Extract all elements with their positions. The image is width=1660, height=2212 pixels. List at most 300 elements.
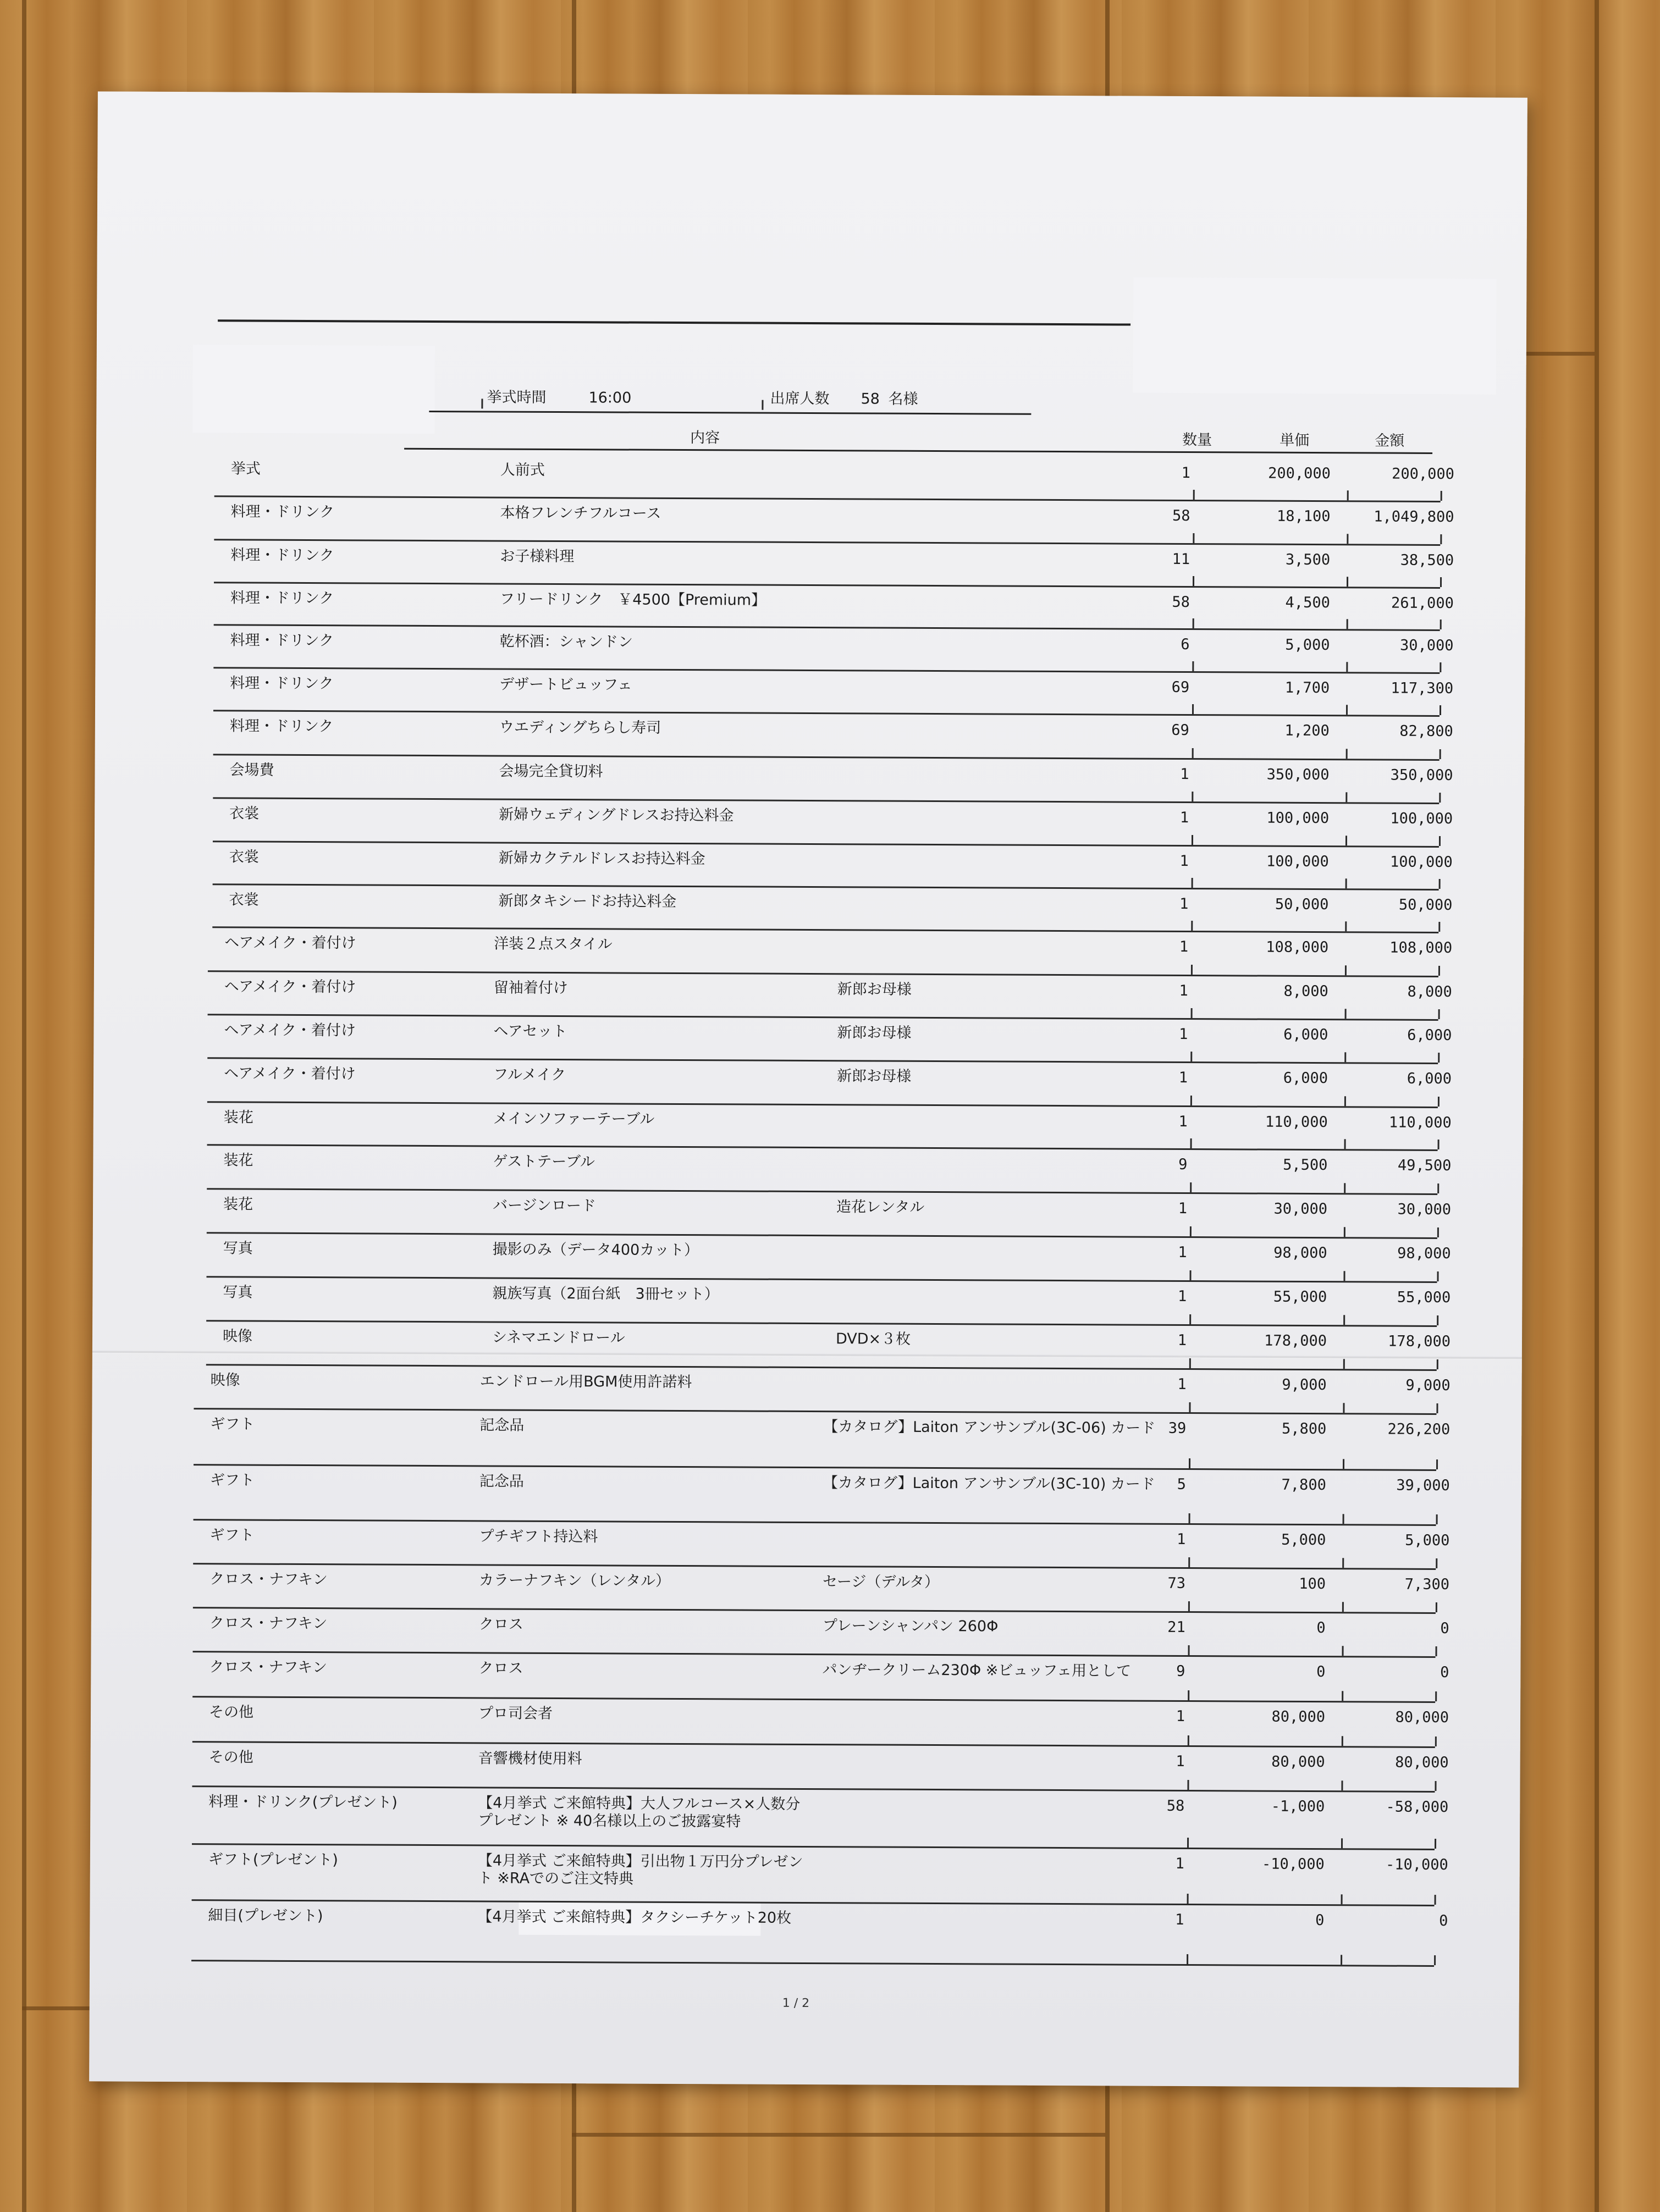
row-item: フリードリンク ￥4500【Premium】: [499, 590, 766, 609]
row-quantity: 58: [1166, 1797, 1185, 1815]
row-item: カラーナフキン（レンタル）: [479, 1572, 671, 1590]
row-amount: 0: [1440, 1620, 1449, 1638]
row-note: 新郎お母様: [837, 1024, 912, 1042]
row-unit-price: 80,000: [1271, 1708, 1326, 1726]
row-category: その他: [208, 1749, 253, 1766]
row-column-tick: [1342, 1558, 1344, 1568]
row-column-tick: [1343, 1459, 1344, 1469]
row-item: 人前式: [500, 461, 545, 479]
row-unit-price: 8,000: [1283, 982, 1328, 1000]
row-column-tick: [1189, 1270, 1191, 1280]
row-category: 料理・ドリンク: [230, 674, 334, 693]
row-column-tick: [1438, 1140, 1440, 1149]
table-row: [91, 1608, 1521, 1658]
row-item: 親族写真（2面台紙 3冊セット）: [492, 1285, 719, 1303]
row-quantity: 58: [1172, 507, 1190, 525]
row-item: 【4月挙式 ご来館特典】タクシーチケット20枚: [477, 1908, 792, 1927]
table-row: [91, 1652, 1520, 1704]
row-quantity: 1: [1179, 895, 1189, 913]
row-quantity: 1: [1179, 1025, 1188, 1043]
row-category: 映像: [210, 1372, 240, 1389]
col-header-unit-price: 単価: [1280, 432, 1310, 449]
table-row: [93, 1103, 1523, 1152]
row-column-tick: [1342, 1691, 1343, 1701]
table-row: [93, 1146, 1523, 1196]
row-column-tick: [1187, 1954, 1188, 1964]
row-category: ギフト: [209, 1472, 255, 1489]
row-quantity: 1: [1177, 1331, 1187, 1350]
ceremony-time-label: 挙式時間: [487, 389, 547, 406]
row-column-tick: [1190, 1096, 1192, 1105]
row-quantity: 1: [1179, 938, 1189, 956]
row-column-tick: [1189, 1513, 1190, 1523]
row-column-tick: [1190, 1226, 1192, 1236]
table-row: [90, 1901, 1519, 1967]
table-row: [92, 1365, 1521, 1415]
row-item: 【4月挙式 ご来館特典】大人フルコース×人数分プレゼント ※ 40名様以上のご披露宴特: [478, 1794, 801, 1831]
row-column-tick: [1438, 922, 1440, 932]
row-note: 【カタログ】Laiton アンサンブル(3C-10) カード: [823, 1474, 1155, 1493]
row-amount: 6,000: [1407, 1026, 1452, 1044]
row-item: ヘアセット: [493, 1022, 567, 1041]
row-amount: 82,800: [1399, 722, 1453, 740]
table-row: [95, 842, 1524, 891]
table-row: [94, 972, 1524, 1021]
row-amount: 261,000: [1391, 594, 1454, 612]
row-unit-price: 100: [1299, 1575, 1326, 1593]
row-quantity: 39: [1168, 1419, 1187, 1437]
header-rule: [218, 319, 1130, 325]
row-unit-price: 50,000: [1275, 895, 1329, 914]
row-column-tick: [1341, 1955, 1342, 1965]
row-item: 本格フレンチフルコース: [500, 504, 661, 522]
row-category: クロス・ナフキン: [209, 1614, 328, 1633]
row-unit-price: 1,700: [1284, 679, 1330, 697]
row-category: 料理・ドリンク: [230, 546, 334, 565]
row-quantity: 11: [1172, 550, 1190, 568]
row-quantity: 1: [1181, 464, 1190, 482]
row-column-tick: [1191, 965, 1193, 975]
row-amount: 226,200: [1387, 1420, 1451, 1439]
table-row: [91, 1564, 1521, 1614]
row-item: ゲストテーブル: [493, 1153, 595, 1171]
table-row: [95, 755, 1524, 805]
row-column-tick: [1438, 966, 1440, 976]
row-category: 衣裳: [229, 848, 259, 866]
attendees-value: 58: [861, 390, 880, 408]
row-column-tick: [1341, 1838, 1343, 1848]
row-column-tick: [1440, 577, 1442, 587]
row-note: 造花レンタル: [836, 1198, 925, 1216]
row-amount: 178,000: [1388, 1332, 1451, 1351]
row-quantity: 1: [1179, 982, 1188, 1000]
row-item: ウエディングちらし寿司: [499, 718, 661, 737]
row-column-tick: [1435, 1839, 1436, 1849]
row-category: 細目(プレゼント): [208, 1907, 323, 1925]
table-row: [92, 1278, 1522, 1328]
row-quantity: 6: [1181, 635, 1190, 654]
table-row: [95, 711, 1525, 761]
row-column-tick: [1440, 705, 1441, 715]
row-note: 新郎お母様: [837, 981, 912, 998]
row-column-tick: [1192, 878, 1193, 888]
row-unit-price: 108,000: [1266, 938, 1329, 956]
info-tick: [481, 399, 483, 408]
row-column-tick: [1193, 576, 1194, 586]
row-column-tick: [1440, 749, 1441, 759]
row-column-tick: [1343, 1403, 1344, 1413]
row-unit-price: 18,100: [1276, 507, 1331, 526]
row-column-tick: [1192, 661, 1194, 671]
row-column-tick: [1189, 1358, 1191, 1368]
row-column-tick: [1437, 1184, 1439, 1193]
row-column-tick: [1438, 1097, 1440, 1107]
row-category: 料理・ドリンク: [229, 717, 334, 736]
row-category: 挙式: [230, 460, 261, 478]
row-item: 音響機材使用料: [478, 1750, 582, 1768]
row-column-tick: [1345, 1009, 1347, 1019]
row-column-tick: [1344, 1227, 1345, 1237]
table-row: [95, 799, 1524, 848]
row-unit-price: -10,000: [1261, 1855, 1325, 1873]
row-column-tick: [1344, 1096, 1346, 1106]
row-quantity: 1: [1179, 809, 1189, 827]
row-quantity: 1: [1177, 1375, 1187, 1393]
row-item: 洋装２点スタイル: [494, 935, 613, 953]
row-item: クロス: [478, 1616, 523, 1633]
table-row: [96, 454, 1526, 503]
row-quantity: 1: [1178, 1069, 1188, 1087]
row-amount: 5,000: [1405, 1531, 1450, 1550]
row-unit-price: 5,800: [1281, 1420, 1327, 1438]
row-category: ヘアメイク・着付け: [224, 934, 356, 952]
row-amount: 98,000: [1397, 1245, 1451, 1263]
row-item: 乾杯酒：シャンドン: [499, 633, 633, 651]
row-amount: -58,000: [1386, 1798, 1449, 1816]
row-column-tick: [1343, 1359, 1345, 1369]
row-category: 映像: [222, 1328, 253, 1345]
row-item: バージンロード: [493, 1197, 596, 1215]
table-row: [90, 1743, 1520, 1793]
row-column-tick: [1188, 1601, 1190, 1611]
row-unit-price: 0: [1316, 1619, 1326, 1637]
row-unit-price: 6,000: [1283, 1026, 1328, 1044]
row-unit-price: 30,000: [1273, 1200, 1328, 1218]
row-column-tick: [1190, 1052, 1192, 1061]
row-category: 衣裳: [229, 805, 260, 822]
row-category: 料理・ドリンク: [230, 503, 335, 521]
row-column-tick: [1344, 1052, 1346, 1062]
row-column-tick: [1191, 1008, 1193, 1018]
row-item: 撮影のみ（データ400カット）: [492, 1241, 699, 1259]
row-amount: 100,000: [1390, 810, 1453, 828]
table-row: [93, 1059, 1523, 1109]
row-unit-price: 80,000: [1271, 1753, 1325, 1771]
row-item: プチギフト持込料: [479, 1528, 598, 1546]
row-column-tick: [1188, 1735, 1189, 1745]
row-column-tick: [1187, 1838, 1189, 1848]
row-unit-price: 5,500: [1283, 1156, 1328, 1174]
row-item: お子様料理: [500, 548, 575, 566]
table-row: [91, 1697, 1520, 1749]
row-column-tick: [1192, 835, 1193, 845]
row-quantity: 21: [1167, 1618, 1185, 1636]
row-column-tick: [1193, 533, 1194, 543]
row-column-tick: [1342, 1736, 1343, 1746]
row-note: 【カタログ】Laiton アンサンブル(3C-06) カード: [823, 1418, 1156, 1437]
row-item: エンドロール用BGM使用許諾料: [479, 1373, 692, 1391]
row-category: 会場費: [229, 761, 274, 779]
row-amount: 0: [1440, 1664, 1449, 1682]
row-column-tick: [1193, 618, 1194, 628]
row-column-tick: [1440, 534, 1442, 544]
row-column-tick: [1435, 1737, 1437, 1746]
row-category: ヘアメイク・着付け: [224, 978, 356, 996]
row-separator: [191, 1960, 1434, 1967]
row-item: デザートビュッフェ: [499, 676, 632, 694]
floor-plank-seam: [1595, 0, 1599, 2212]
row-item: 留袖着付け: [493, 979, 568, 997]
row-amount: 80,000: [1395, 1754, 1449, 1772]
attendees-unit: 名様: [888, 390, 918, 408]
table-row: [96, 540, 1525, 589]
row-column-tick: [1436, 1602, 1437, 1612]
row-column-tick: [1187, 1894, 1189, 1904]
row-column-tick: [1436, 1646, 1437, 1656]
row-column-tick: [1347, 534, 1348, 544]
row-column-tick: [1436, 1459, 1438, 1469]
row-item: 記念品: [479, 1417, 525, 1434]
row-category: クロス・ナフキン: [209, 1570, 328, 1589]
table-row: [90, 1787, 1520, 1851]
row-column-tick: [1347, 619, 1348, 629]
row-category: 料理・ドリンク: [230, 632, 334, 650]
row-quantity: 1: [1175, 1911, 1184, 1928]
row-item: 記念品: [479, 1473, 524, 1490]
row-item: 新婦ウェディングドレスお持込料金: [499, 806, 734, 825]
row-unit-price: -1,000: [1271, 1798, 1325, 1816]
row-amount: 200,000: [1392, 465, 1454, 483]
row-column-tick: [1440, 620, 1442, 629]
row-category: 写真: [223, 1240, 253, 1257]
table-row: [92, 1234, 1522, 1284]
redacted-block: [1133, 278, 1497, 395]
row-quantity: 1: [1178, 1243, 1187, 1262]
row-quantity: 1: [1176, 1707, 1185, 1725]
row-item: シネマエンドロール: [492, 1329, 625, 1347]
table-row: [94, 928, 1524, 978]
row-quantity: 58: [1172, 593, 1190, 611]
row-category: 装花: [223, 1152, 253, 1169]
row-note: DVD×３枚: [835, 1330, 911, 1348]
table-row: [91, 1520, 1521, 1570]
row-column-tick: [1345, 921, 1347, 931]
row-unit-price: 1,200: [1284, 722, 1330, 740]
col-header-amount: 金額: [1375, 432, 1405, 450]
row-amount: 100,000: [1389, 853, 1453, 871]
row-unit-price: 98,000: [1273, 1244, 1327, 1262]
row-item: クロス: [478, 1660, 523, 1677]
row-amount: 50,000: [1398, 896, 1453, 914]
row-amount: 30,000: [1399, 637, 1454, 655]
row-amount: 9,000: [1405, 1376, 1451, 1395]
row-column-tick: [1189, 1314, 1191, 1324]
row-item: フルメイク: [493, 1066, 566, 1084]
row-quantity: 1: [1177, 1530, 1186, 1549]
row-column-tick: [1343, 1514, 1344, 1524]
attendees-label: 出席人数: [770, 390, 830, 408]
row-column-tick: [1192, 704, 1194, 714]
table-row: [92, 1321, 1522, 1372]
row-column-tick: [1437, 1227, 1439, 1237]
row-item: メインソファーテーブル: [493, 1110, 655, 1128]
row-item: プロ司会者: [478, 1705, 553, 1722]
row-item: 新婦カクテルドレスお持込料金: [498, 849, 705, 868]
row-category: 料理・ドリンク: [230, 589, 334, 607]
row-column-tick: [1438, 1053, 1440, 1063]
row-column-tick: [1343, 1315, 1345, 1325]
row-column-tick: [1434, 1955, 1436, 1965]
row-quantity: 1: [1178, 1113, 1188, 1131]
row-column-tick: [1436, 1514, 1438, 1524]
row-column-tick: [1347, 490, 1349, 500]
row-amount: 117,300: [1391, 679, 1454, 698]
row-unit-price: 178,000: [1264, 1332, 1327, 1350]
page-number: 1 / 2: [782, 1996, 810, 2011]
row-unit-price: 350,000: [1266, 766, 1330, 784]
row-column-tick: [1189, 1402, 1190, 1412]
row-item: 【4月挙式 ご来館特典】引出物１万円分プレゼント ※RAでのご注文特典: [477, 1852, 803, 1888]
row-amount: 30,000: [1397, 1201, 1452, 1219]
row-column-tick: [1193, 490, 1195, 500]
row-quantity: 1: [1179, 852, 1189, 870]
row-category: その他: [208, 1704, 254, 1721]
row-column-tick: [1191, 921, 1193, 931]
table-row: [95, 626, 1525, 674]
row-column-tick: [1192, 792, 1193, 801]
row-category: 写真: [223, 1284, 253, 1301]
floor-plank-seam: [22, 0, 26, 2212]
row-unit-price: 4,500: [1285, 594, 1330, 612]
row-amount: 8,000: [1407, 983, 1452, 1001]
row-category: ヘアメイク・着付け: [224, 1065, 356, 1083]
row-unit-price: 100,000: [1266, 809, 1330, 827]
row-category: ヘアメイク・着付け: [224, 1021, 356, 1039]
row-quantity: 5: [1177, 1475, 1186, 1494]
row-amount: 80,000: [1395, 1708, 1449, 1727]
row-quantity: 1: [1178, 1199, 1188, 1218]
row-column-tick: [1346, 662, 1348, 672]
row-item: 新郎タキシードお持込料金: [498, 892, 677, 910]
row-column-tick: [1190, 1138, 1192, 1148]
row-unit-price: 5,000: [1281, 1531, 1326, 1549]
row-column-tick: [1188, 1645, 1190, 1655]
row-category: 料理・ドリンク(プレゼント): [208, 1793, 398, 1811]
redacted-block: [192, 345, 435, 434]
row-amount: 110,000: [1388, 1114, 1452, 1132]
row-quantity: 73: [1167, 1574, 1186, 1592]
row-unit-price: 0: [1315, 1912, 1325, 1929]
row-amount: 350,000: [1390, 766, 1453, 784]
row-quantity: 1: [1180, 765, 1189, 783]
row-column-tick: [1190, 1182, 1192, 1192]
row-quantity: 9: [1178, 1155, 1188, 1174]
row-note: 新郎お母様: [837, 1068, 912, 1085]
row-column-tick: [1187, 1780, 1189, 1790]
row-amount: -10,000: [1385, 1856, 1448, 1874]
row-column-tick: [1344, 1183, 1345, 1193]
table-row: [94, 885, 1524, 934]
row-quantity: 1: [1175, 1855, 1184, 1872]
row-unit-price: 200,000: [1268, 464, 1331, 483]
row-column-tick: [1188, 1557, 1190, 1567]
row-item: 会場完全貸切料: [499, 762, 603, 781]
table-row: [96, 497, 1525, 546]
row-column-tick: [1437, 1271, 1438, 1281]
table-row: [93, 1015, 1523, 1065]
row-quantity: 69: [1171, 678, 1190, 696]
row-amount: 6,000: [1407, 1070, 1452, 1088]
table-row: [92, 1466, 1521, 1527]
row-column-tick: [1345, 965, 1347, 975]
row-category: 衣裳: [229, 891, 259, 909]
row-category: ギフト: [209, 1527, 255, 1544]
table-row: [95, 668, 1525, 717]
col-header-content: 内容: [690, 429, 720, 447]
row-column-tick: [1345, 792, 1347, 802]
row-column-tick: [1189, 1458, 1190, 1468]
row-unit-price: 9,000: [1282, 1376, 1327, 1394]
info-tick: [762, 400, 763, 410]
row-column-tick: [1347, 577, 1348, 587]
row-amount: 38,500: [1400, 551, 1454, 569]
row-column-tick: [1346, 705, 1348, 715]
row-quantity: 1: [1176, 1752, 1185, 1770]
row-column-tick: [1441, 491, 1442, 501]
row-unit-price: 3,500: [1285, 551, 1331, 569]
row-quantity: 9: [1176, 1662, 1185, 1680]
row-quantity: 1: [1178, 1287, 1187, 1306]
row-column-tick: [1343, 1271, 1345, 1281]
row-column-tick: [1345, 836, 1347, 845]
row-column-tick: [1192, 748, 1194, 758]
info-underline: [429, 411, 1031, 415]
row-column-tick: [1342, 1602, 1344, 1612]
row-column-tick: [1344, 1139, 1346, 1149]
row-column-tick: [1435, 1781, 1436, 1791]
row-column-tick: [1437, 1315, 1438, 1325]
row-unit-price: 7,800: [1281, 1476, 1326, 1494]
row-column-tick: [1341, 1780, 1343, 1790]
floor-plank-joint: [572, 2133, 1105, 2137]
row-column-tick: [1439, 879, 1441, 889]
estimate-sheet: [89, 91, 1527, 2087]
row-column-tick: [1436, 1403, 1438, 1413]
row-column-tick: [1346, 749, 1348, 759]
row-column-tick: [1439, 793, 1441, 803]
row-unit-price: 5,000: [1285, 636, 1330, 654]
row-column-tick: [1439, 836, 1441, 846]
table-row: [92, 1409, 1521, 1472]
row-unit-price: 110,000: [1265, 1113, 1328, 1131]
table-row: [93, 1190, 1523, 1240]
row-amount: 1,049,800: [1374, 508, 1454, 526]
row-category: 装花: [223, 1196, 253, 1213]
row-quantity: 69: [1171, 721, 1189, 739]
row-column-tick: [1188, 1690, 1189, 1700]
row-unit-price: 100,000: [1266, 853, 1329, 871]
row-amount: 55,000: [1397, 1289, 1451, 1307]
